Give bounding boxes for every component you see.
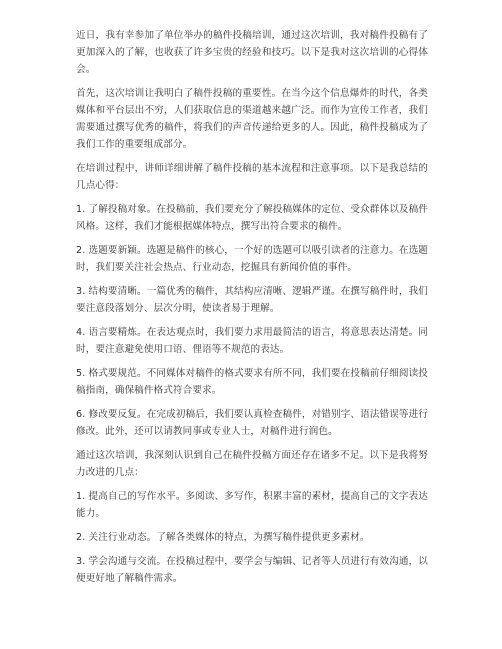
- list-item-point-6: 6. 修改要反复。在完成初稿后，我们要认真检查稿件，对错别字、语法错误等进行修改。此外，还可以请教同事或专业人士，对稿件进行润色。: [76, 409, 428, 437]
- list-item-point-4: 4. 语言要精炼。在表达观点时，我们要力求用最简洁的语言，将意思表达清楚。同时，要注意避免使用口语、俚语等不规范的表达。: [76, 327, 428, 355]
- paragraph-training-summary: 在培训过程中，讲师详细讲解了稿件投稿的基本流程和注意事项。以下是我总结的几点心得：: [76, 163, 428, 191]
- document-body: [76, 27, 428, 594]
- paragraph-importance: 首先，这次培训让我明白了稿件投稿的重要性。在当今这个信息爆炸的时代，各类媒体和平台层出不穷，人们获取信息的渠道越来越广泛。而作为宣传工作者，我们需要通过撰写优秀的稿件，将我们的声音传递给更多的人。因此，稿件投稿成为了我们工作的重要组成部分。: [76, 88, 428, 150]
- list-item-improve-1: 1. 提高自己的写作水平。多阅读、多写作，积累丰富的素材，提高自己的文字表达能力。: [76, 491, 428, 519]
- list-item-point-1: 1. 了解投稿对象。在投稿前，我们要充分了解投稿媒体的定位、受众群体以及稿件风格。这样，我们才能根据媒体特点，撰写出符合要求的稿件。: [76, 204, 428, 232]
- list-item-improve-2: 2. 关注行业动态。了解各类媒体的特点，为撰写稿件提供更多素材。: [76, 532, 370, 543]
- paragraph-intro: 近日，我有幸参加了单位举办的稿件投稿培训，通过这次培训，我对稿件投稿有了更加深入的了解，也收获了许多宝贵的经验和技巧。以下是我对这次培训的心得体会。: [76, 30, 428, 75]
- list-item-point-3: 3. 结构要清晰。一篇优秀的稿件，其结构应清晰、逻辑严谨。在撰写稿件时，我们要注意段落划分、层次分明，使读者易于理解。: [76, 286, 428, 314]
- list-item-point-5: 5. 格式要规范。不同媒体对稿件的格式要求有所不同，我们要在投稿前仔细阅读投稿指南，确保稿件格式符合要求。: [76, 368, 428, 396]
- list-item-improve-3: 3. 学会沟通与交流。在投稿过程中，要学会与编辑、记者等人员进行有效沟通，以便更好地了解稿件需求。: [76, 556, 428, 584]
- list-item-point-2: 2. 选题要新颖。选题是稿件的核心，一个好的选题可以吸引读者的注意力。在选题时，我们要关注社会热点、行业动态，挖掘具有新闻价值的事件。: [76, 245, 428, 273]
- paragraph-reflection: 通过这次培训，我深刻认识到自己在稿件投稿方面还存在诸多不足。以下是我将努力改进的几点：: [76, 450, 428, 478]
